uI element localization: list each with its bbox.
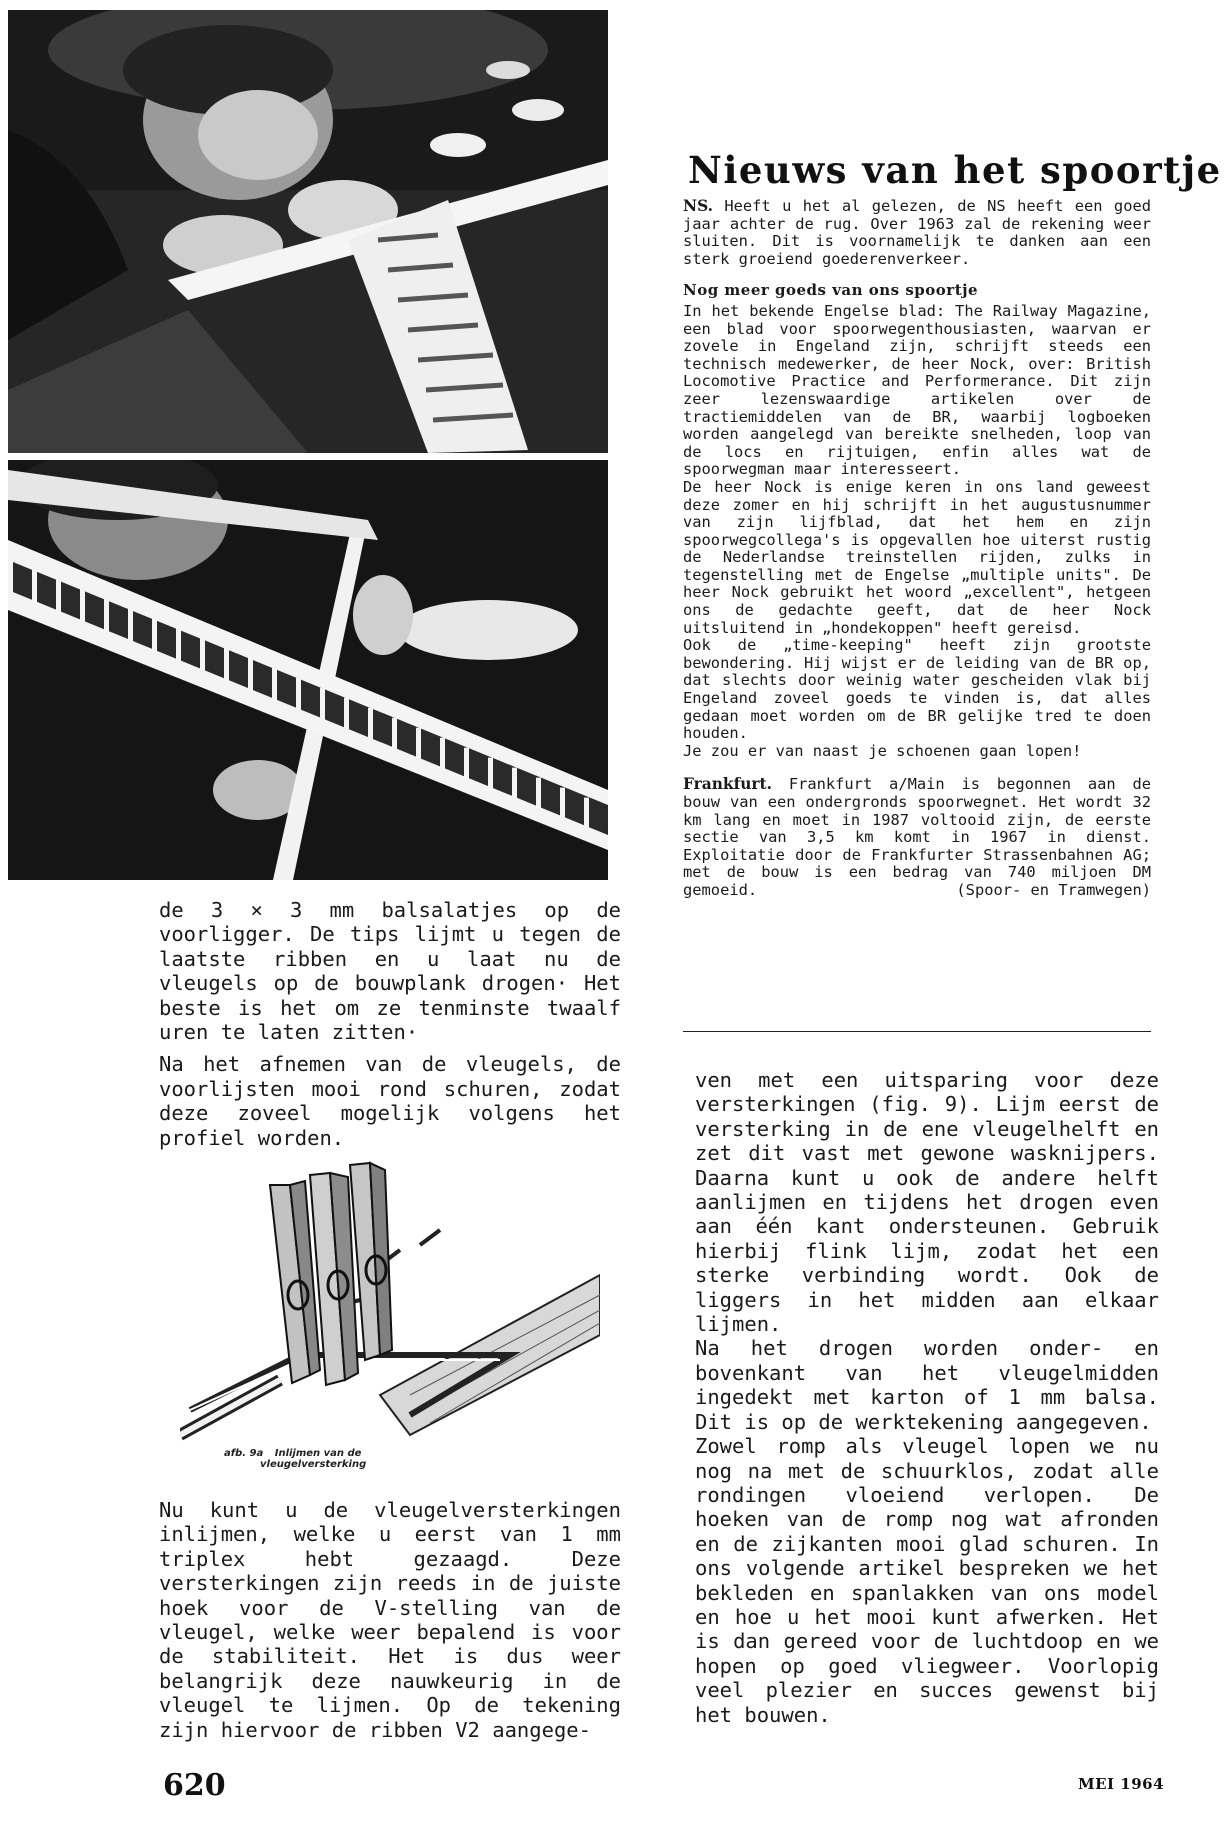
- wing-rib: [344, 698, 349, 732]
- caption-line-2: vleugelversterking: [260, 1459, 367, 1470]
- news-title: Nieuws van het spoortje: [688, 148, 1222, 192]
- news-column: [683, 198, 1151, 900]
- wing-rib: [104, 598, 109, 632]
- wing-rib: [176, 628, 181, 662]
- right-column: [695, 1068, 1159, 1727]
- wing-rib: [248, 658, 253, 692]
- paragraph: Nu kunt u de vleugelversterkingen inlijmen, welke u eerst van 1 mm triplex hebt gezaagd. Deze versterkingen zijn reeds in de juiste hoek voor de V-stelling van de vleugel, welke weer bepalend is voor de stabiliteit. Het is dus weer belangrijk deze nauwkeurig in de vleugel te lijmen. Op de tekening zijn hiervoor de ribben V2 aangege-: [159, 1498, 621, 1742]
- wing-rib: [224, 648, 229, 682]
- wing-rib: [32, 568, 37, 602]
- news-paragraph: In het bekende Engelse blad: The Railway Magazine, een blad voor spoorwegenthousiasten, waarvan er zovele in Engeland zijn, schrijft steeds een technisch medewerker, de heer Nock, over: British Locomotive Practice and Performerance. Dit zijn zeer lezenswaardige artikelen over de tractiemiddelen van de BR, waarbij logboeken worden aangelegd van bereikte snelheden, loop van de locs en rijtuigen, enfin alles wat de spoorwegman maar interesseert.: [683, 301, 1151, 479]
- issue-date: MEI 1964: [1078, 1775, 1165, 1793]
- paragraph: Zowel romp als vleugel lopen we nu nog na met de schuurklos, zodat alle rondingen vloeiend verlopen. De hoeken van de romp nog wat afronden en de zijkanten mooi glad schuren. In ons volgende artikel bespreken we het bekleden en spanlakken van ons model en hoe u het mooi kunt afwerken. Het is dan gereed voor de luchtdoop en we hopen op goed vliegweer. Voorlopig veel plezier en succes gewenst bij het bouwen.: [695, 1434, 1159, 1727]
- wing-rib: [80, 588, 85, 622]
- page-number: 620: [163, 1768, 226, 1803]
- wing-rib: [416, 728, 421, 762]
- caption-line-1: Inlijmen van de: [274, 1448, 362, 1459]
- news-paragraph-ns: [683, 198, 1151, 268]
- news-paragraph: Je zou er van naast je schoenen gaan lopen!: [683, 741, 1082, 760]
- news-paragraph: De heer Nock is enige keren in ons land geweest deze zomer en hij schrijft in het augustusnummer van zijn lijfblad, dat het hem en zijn spoorwegcollega's is opgevallen hoe uiterst rustig de Nederlandse treinstellen rijden, zulks in tegenstelling met de Engelse „multiple units". De heer Nock gebruikt het woord „excellent", hetgeen ons de gedachte geeft, dat de heer Nock uitsluitend in „hondekoppen" heeft gereisd.: [683, 477, 1151, 637]
- photo-builder-top: [8, 10, 608, 453]
- news-subhead: Nog meer goeds van ons spoortje: [683, 281, 979, 300]
- photo-builder-bottom: [8, 460, 608, 880]
- news-paragraph: Ook de „time-keeping" heeft zijn grootste bewondering. Hij wijst er de leiding van de BR op, dat slechts door weinig water gescheiden vlak bij Engeland zoveel goeds te vinden is, dat alles gedaan moet worden om de BR gelijke tred te doen houden.: [683, 636, 1151, 743]
- wing-rib: [488, 758, 493, 792]
- news-lead: Frankfurt.: [683, 775, 772, 794]
- left-column-top: [159, 898, 621, 1158]
- wing-rib: [440, 738, 445, 772]
- news-lead: NS.: [683, 197, 713, 215]
- paragraph: ven met een uitsparing voor deze versterkingen (fig. 9). Lijm eerst de versterking in de ene vleugelhelft en zet dit vast met gewone wasknijpers. Daarna kunt u ook de andere helft aanlijmen en tijdens het drogen even aan één kant ondersteunen. Gebruik hierbij flink lijm, zodat het een sterke verbinding wordt. Ook de liggers in het midden aan elkaar lijmen.: [695, 1068, 1159, 1337]
- figure-caption: [224, 1448, 366, 1470]
- wing-rib: [152, 618, 157, 652]
- wing-rib: [128, 608, 133, 642]
- wing-rib: [512, 768, 517, 802]
- wing-rib: [560, 788, 565, 822]
- paragraph: de 3 × 3 mm balsalatjes op de voorligger. De tips lijmt u tegen de laatste ribben en u laat nu de vleugels op de bouwplank drogen· Het beste is het om ze tenminste twaalf uren te laten zitten·: [159, 898, 621, 1045]
- wing-rib: [56, 578, 61, 612]
- paragraph: Na het drogen worden onder- en bovenkant van het vleugelmidden ingedekt met karton of 1 mm balsa. Dit is op de werktekening aangegeven.: [695, 1336, 1159, 1434]
- figure-label: afb. 9a: [224, 1448, 264, 1459]
- wing-rib: [320, 688, 325, 722]
- news-bottom-rule: [683, 1031, 1151, 1032]
- wing-rib: [464, 748, 469, 782]
- wing-rib: [536, 778, 541, 812]
- wing-rib: [8, 558, 13, 592]
- news-source: (Spoor- en Tramwegen): [956, 880, 1151, 899]
- wing-rib: [584, 798, 589, 832]
- left-column-bottom: [159, 1498, 621, 1750]
- wing-rib: [296, 678, 301, 712]
- news-text: Heeft u het al gelezen, de NS heeft een goed jaar achter de rug. Over 1963 zal de rekening weer sluiten. Dit is voornamelijk te danken aan een sterk groeiend goederenverkeer.: [683, 197, 1151, 268]
- wing-rib: [392, 718, 397, 752]
- wing-rib: [368, 708, 373, 742]
- figure-clothespins: [180, 1155, 600, 1450]
- news-paragraph-frankfurt: [683, 776, 1151, 899]
- paragraph: Na het afnemen van de vleugels, de voorlijsten mooi rond schuren, zodat deze zoveel mogelijk volgens het profiel worden.: [159, 1052, 621, 1150]
- news-text: Frankfurt a/Main is begonnen aan de bouw van een ondergronds spoorwegnet. Het wordt 32 km lang en moet in 1987 voltooid zijn, de eerste sectie van 3,5 km komt in 1967 in dienst. Exploitatie door de Frankfurter Strassenbahnen AG; met de bouw is een bedrag van 740 miljoen DM gemoeid.: [683, 775, 1151, 899]
- wing-rib: [272, 668, 277, 702]
- wing-rib: [200, 638, 205, 672]
